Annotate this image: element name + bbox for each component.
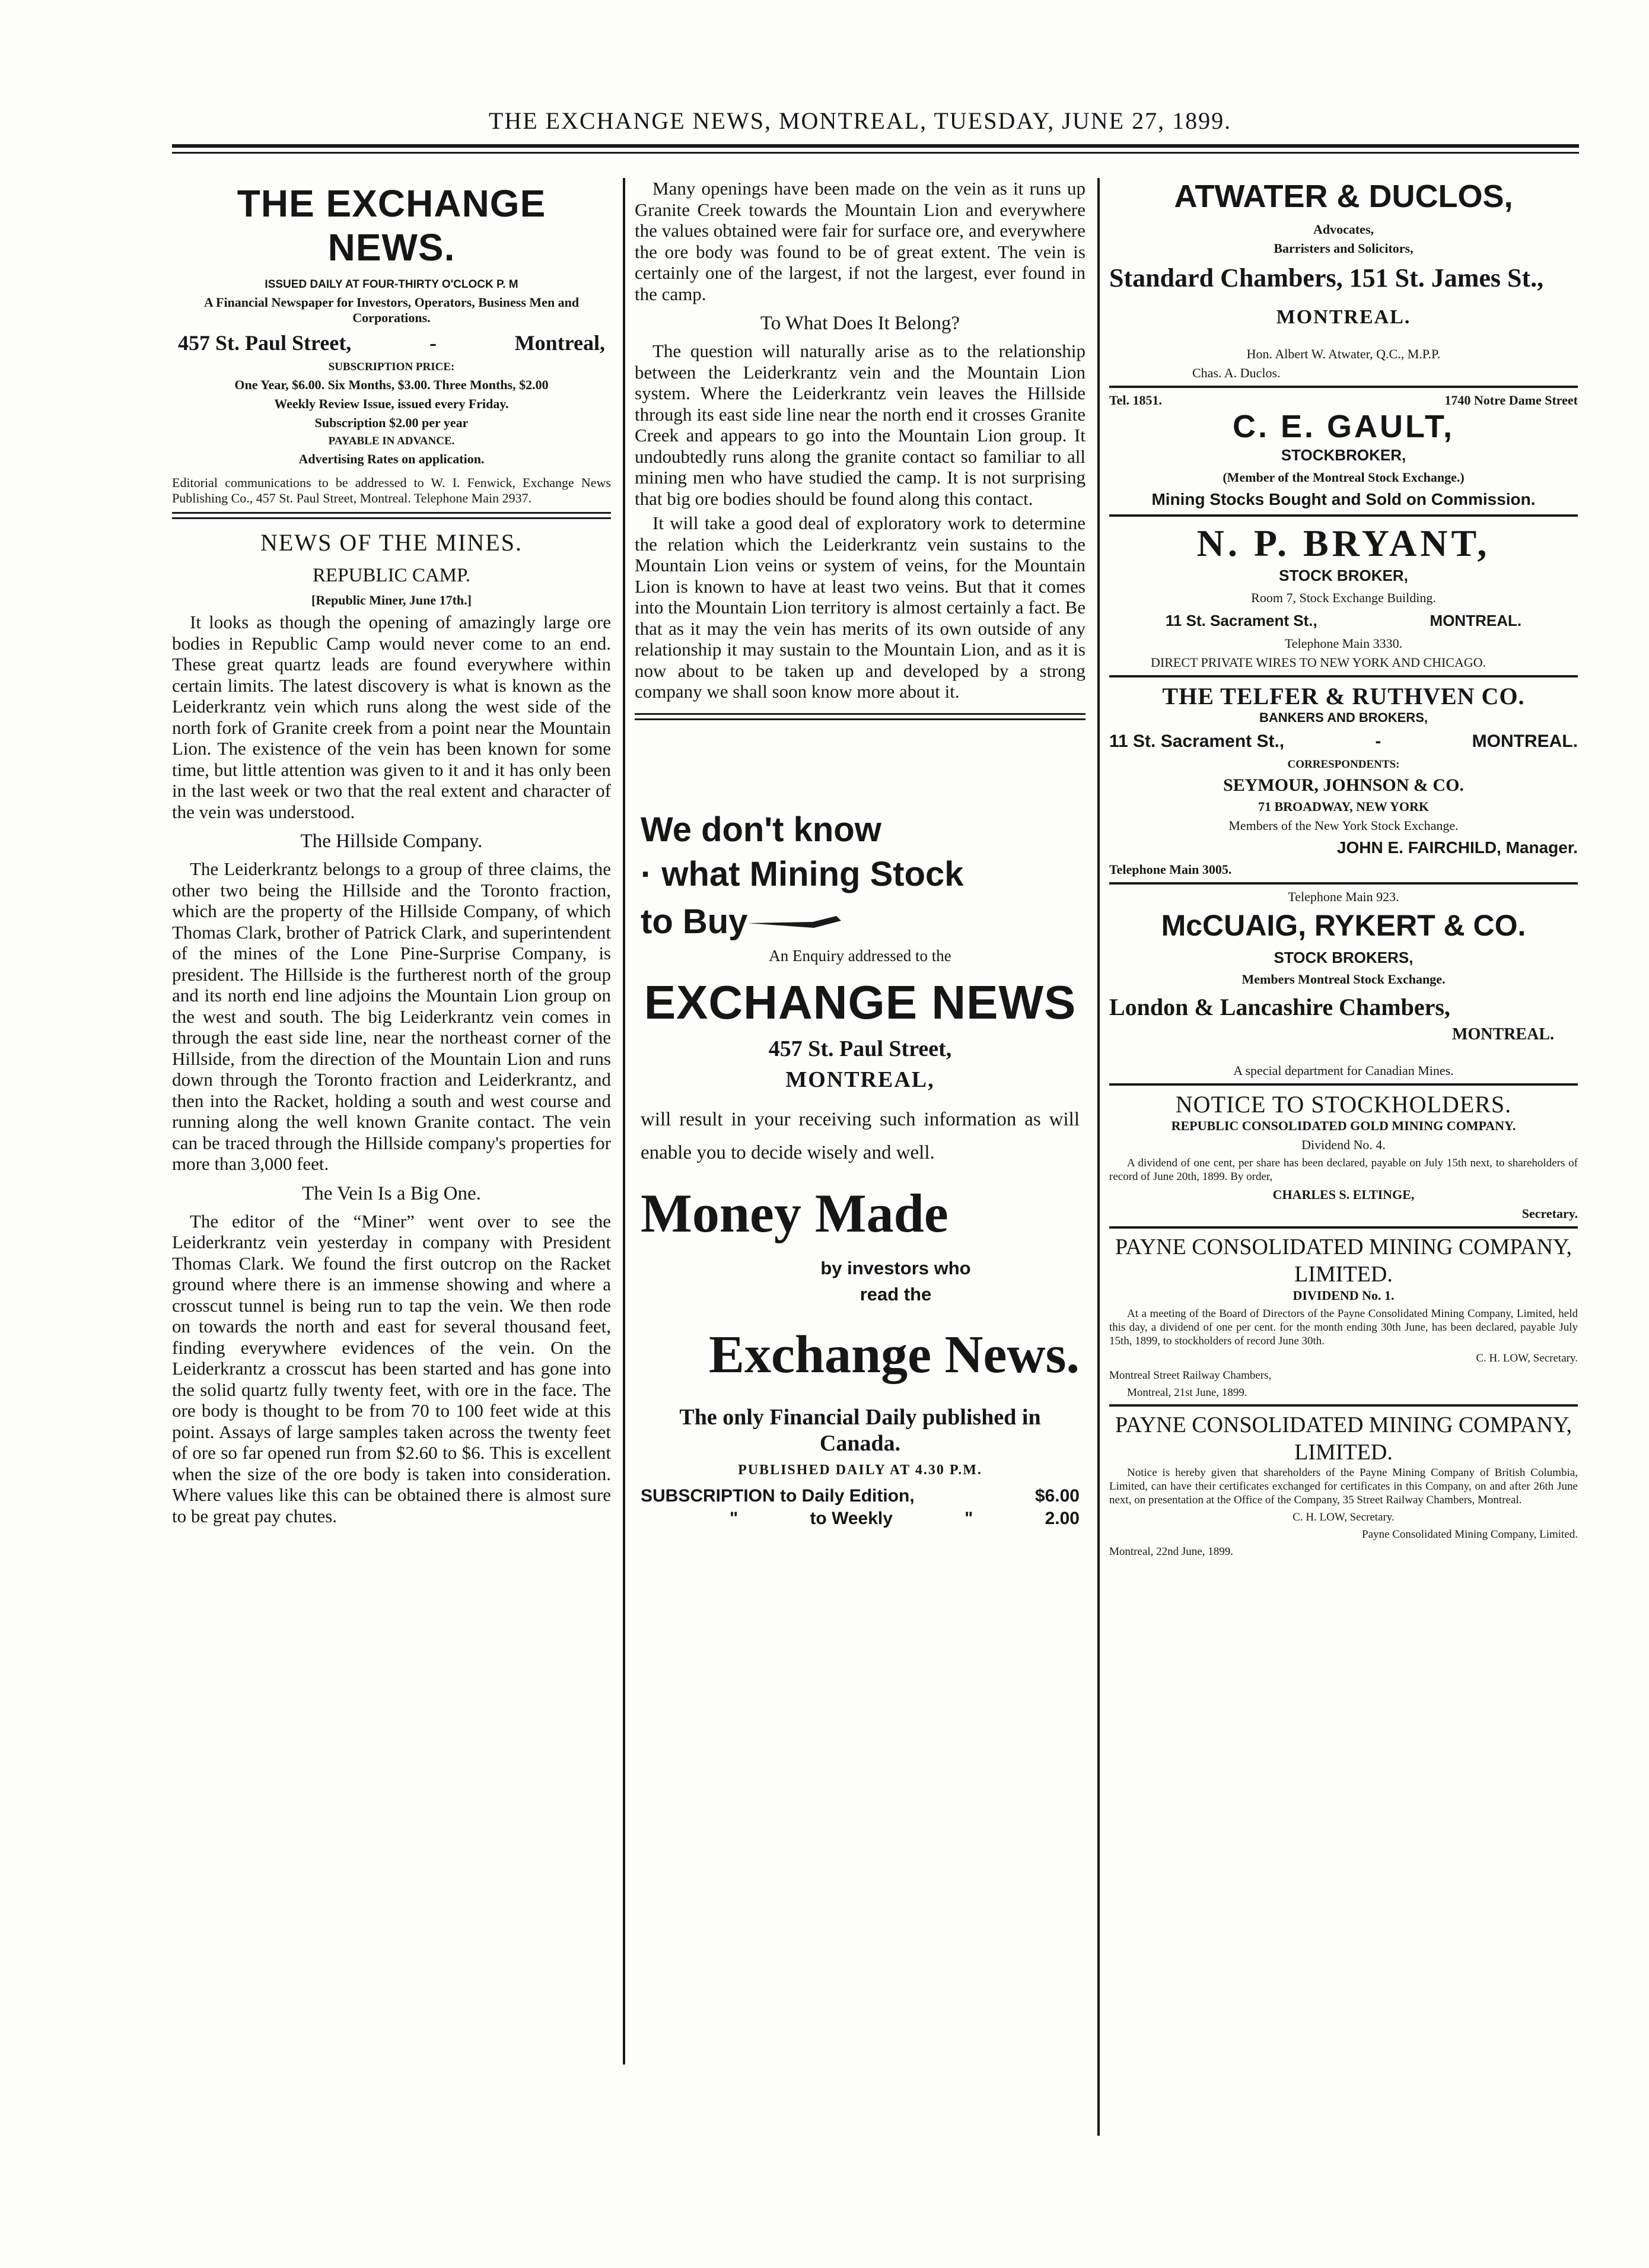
ad-sub-weekly-price: 2.00 <box>1045 1508 1080 1528</box>
payne-2-body: Notice is hereby given that shareholders of the Payne Mining Company of British Columbia, Limited, can have their certificates exchanged for certificates in this Company, on and after 26th June next, on presentation at the Office of the Company, 35 Street Railway Chambers, Montreal. <box>1109 1466 1578 1506</box>
subhead-vein: The Vein Is a Big One. <box>302 1182 481 1204</box>
telfer-manager: JOHN E. FAIRCHILD, Manager. <box>1336 838 1578 857</box>
divider <box>635 713 1085 720</box>
telfer-ruthven-ad <box>1109 682 1578 877</box>
atwater-address: Standard Chambers, 151 St. James St., <box>1109 263 1544 292</box>
divider <box>1109 1083 1578 1086</box>
gault-tel: Tel. 1851. <box>1109 393 1163 408</box>
column-3 <box>1109 178 1578 1562</box>
ad-line-3 <box>641 898 1080 946</box>
gault-ad <box>1109 393 1578 510</box>
divider <box>1109 386 1578 388</box>
paper-address <box>178 330 605 355</box>
notice-company: REPUBLIC CONSOLIDATED GOLD MINING COMPANY. <box>1171 1118 1516 1133</box>
telfer-role: BANKERS AND BROKERS, <box>1259 710 1428 725</box>
paper-name: THE EXCHANGE NEWS. <box>237 182 546 269</box>
divider <box>1109 514 1578 517</box>
ad-only-daily: The only Financial Daily published in Canada. <box>679 1405 1041 1456</box>
masthead-rule-bottom <box>172 152 1579 154</box>
subscription-price-label: SUBSCRIPTION PRICE: <box>328 361 455 373</box>
telfer-dash: - <box>1375 731 1381 751</box>
telfer-firm: SEYMOUR, JOHNSON & CO. <box>1223 775 1464 795</box>
mccuaig-city: MONTREAL. <box>1452 1025 1554 1044</box>
mccuaig-ad <box>1109 889 1578 1079</box>
atwater-role-1: Advocates, <box>1313 222 1374 237</box>
payable-in-advance: PAYABLE IN ADVANCE. <box>328 435 455 447</box>
payne-2-company: Payne Consolidated Mining Company, Limited. <box>1362 1528 1578 1541</box>
bryant-address-row <box>1109 612 1578 630</box>
notice-signer: CHARLES S. ELTINGE, <box>1272 1187 1415 1202</box>
notice-body: A dividend of one cent, per share has been declared, payable on July 15th next, to shareholders of record of June 20th, 1899. By order, <box>1109 1156 1578 1183</box>
ad-sub-weekly-label: to Weekly <box>810 1508 893 1528</box>
telfer-correspondents: CORRESPONDENTS: <box>1287 758 1400 771</box>
divider <box>1109 1404 1578 1407</box>
source-line: [Republic Miner, June 17th.] <box>311 593 472 607</box>
bryant-ad <box>1109 521 1578 670</box>
telfer-street: 71 BROADWAY, NEW YORK <box>1258 799 1430 814</box>
bryant-address: 11 St. Sacrament St., <box>1165 611 1317 629</box>
notice-dividend: Dividend No. 4. <box>1301 1137 1386 1152</box>
payne-1-date: Montreal, 21st June, 1899. <box>1127 1386 1247 1399</box>
ad-ditto-2: " <box>964 1508 973 1528</box>
gault-member: (Member of the Montreal Stock Exchange.) <box>1223 469 1465 485</box>
gault-name: C. E. GAULT, <box>1232 409 1454 444</box>
ad-ditto-1: " <box>730 1508 738 1528</box>
atwater-partner-2: Chas. A. Duclos. <box>1192 365 1281 380</box>
payne-1-place: Montreal Street Railway Chambers, <box>1109 1369 1272 1382</box>
payne-1-signer: C. H. LOW, Secretary. <box>1476 1351 1578 1364</box>
ad-read-the: read the <box>859 1284 932 1305</box>
notice-signer-role: Secretary. <box>1521 1205 1578 1221</box>
notice-title: NOTICE TO STOCKHOLDERS. <box>1175 1090 1512 1118</box>
ad-enquiry: An Enquiry addressed to the <box>769 946 951 965</box>
address-dash: - <box>429 331 437 355</box>
subscription-rates: One Year, $6.00. Six Months, $3.00. Three Months, $2.00 <box>234 377 549 392</box>
telfer-members: Members of the New York Stock Exchange. <box>1228 818 1459 833</box>
telfer-city: MONTREAL. <box>1472 731 1578 751</box>
notice-stockholders <box>1109 1090 1578 1222</box>
atwater-city: MONTREAL. <box>1276 306 1411 328</box>
section-title: NEWS OF THE MINES. <box>260 529 523 556</box>
payne-dividend-notice <box>1109 1233 1578 1399</box>
masthead-rule-top <box>172 144 1579 148</box>
bryant-city: MONTREAL. <box>1430 611 1522 629</box>
ad-by-investors: by investors who <box>820 1258 971 1278</box>
article-paragraph: It will take a good deal of exploratory work to determine the relation which the Leiderkrantz vein sustains to the Mountain Lion veins or system of veins, for the Mountain Lion is known to have at least two veins. But that it comes into the Mountain Lion territory is almost certainly a fact. Be that as it may the vein has merits of its own outside of any relationship it may sustain to the Mountain Lion, and as it is now about to be taken up and developed by a strong company we shall soon know more about it. <box>635 513 1085 702</box>
atwater-name: ATWATER & DUCLOS, <box>1174 179 1513 214</box>
payne-2-date: Montreal, 22nd June, 1899. <box>1109 1545 1233 1558</box>
ad-sub-daily-price: $6.00 <box>1034 1486 1080 1506</box>
mccuaig-members: Members Montreal Stock Exchange. <box>1241 972 1446 987</box>
mccuaig-special: A special department for Canadian Mines. <box>1233 1063 1454 1078</box>
ad-sub-label: SUBSCRIPTION to Daily Edition, <box>641 1486 915 1506</box>
telfer-address: 11 St. Sacrament St., <box>1109 731 1285 751</box>
ad-published: PUBLISHED DAILY AT 4.30 P.M. <box>738 1462 982 1478</box>
column-divider-1 <box>623 178 625 2065</box>
telfer-name: THE TELFER & RUTHVEN CO. <box>1162 682 1525 710</box>
ad-address: 457 St. Paul Street, <box>768 1036 952 1061</box>
issued-line: ISSUED DAILY AT FOUR-THIRTY O'CLOCK P. M <box>265 278 518 291</box>
payne-2-title: PAYNE CONSOLIDATED MINING COMPANY, LIMITED. <box>1115 1412 1572 1465</box>
weekly-review: Weekly Review Issue, issued every Friday. <box>274 396 509 411</box>
subhead-hillside: The Hillside Company. <box>300 831 483 852</box>
mccuaig-role: STOCK BROKERS, <box>1274 948 1414 966</box>
ad-line-1: We don't know <box>641 810 881 849</box>
editorial-note: Editorial communications to be addressed to W. I. Fenwick, Exchange News Publishing Co., 457 St. Paul Street, Montreal. Telephone Main 2937. <box>172 475 611 505</box>
ad-result: will result in your receiving such information as will enable you to decide wisely and well. <box>641 1109 1080 1163</box>
article-paragraph: The Leiderkrantz belongs to a group of three claims, the other two being the Hillside and the Toronto fraction, which are the property of the Hillside Company, of which Thomas Clark, brother of Patrick Clark, and superintendent of the mines of the Lone Pine-Surprise Company, is president. The Hillside is the furtherest north of the group and its north end line adjoins the Mountain Lion group on the west and south. The big Leiderkrantz vein comes in through the east side line, near the northeast corner of the Hillside, from the direction of the Mountain Lion and runs down through the Toronto fraction and Leiderkrantz, and then into the Racket, holding a south and west course and running along the well known Granite contact. The vein can be traced through the Hillside company's properties for more than 3,000 feet. <box>172 858 611 1174</box>
address-right: Montreal, <box>514 331 605 355</box>
pointing-hand-icon <box>747 910 842 934</box>
atwater-duclos-ad <box>1109 178 1578 381</box>
bryant-phone: Telephone Main 3330. <box>1284 635 1403 651</box>
bryant-name: N. P. BRYANT, <box>1196 522 1491 564</box>
gault-street: 1740 Notre Dame Street <box>1444 393 1578 408</box>
ad-city: MONTREAL, <box>785 1067 935 1092</box>
weekly-subscription: Subscription $2.00 per year <box>314 415 469 430</box>
bryant-room: Room 7, Stock Exchange Building. <box>1251 590 1436 605</box>
mccuaig-name: McCUAIG, RYKERT & CO. <box>1161 908 1526 942</box>
ad-paper-name: EXCHANGE NEWS <box>644 976 1077 1029</box>
gault-role: STOCKBROKER, <box>1281 446 1406 464</box>
divider <box>1109 675 1578 677</box>
payne-exchange-notice <box>1109 1411 1578 1558</box>
bryant-role: STOCK BROKER, <box>1279 567 1408 584</box>
ad-to-buy: to Buy <box>641 902 748 941</box>
camp-title: REPUBLIC CAMP. <box>313 565 470 586</box>
ad-subscription-daily <box>641 1485 1080 1507</box>
divider <box>1109 882 1578 885</box>
divider <box>172 512 611 519</box>
ad-subscription-weekly <box>641 1507 1080 1530</box>
ad-line-2: · what Mining Stock <box>641 854 964 893</box>
bryant-wires: DIRECT PRIVATE WIRES TO NEW YORK AND CHICAGO. <box>1151 654 1486 670</box>
payne-1-title: PAYNE CONSOLIDATED MINING COMPANY, LIMITED. <box>1115 1234 1572 1287</box>
column-divider-2 <box>1097 178 1100 2136</box>
atwater-role-2: Barristers and Solicitors, <box>1274 241 1414 256</box>
mccuaig-phone: Telephone Main 923. <box>1288 889 1399 904</box>
gault-service: Mining Stocks Bought and Sold on Commission. <box>1151 489 1536 508</box>
atwater-partner-1: Hon. Albert W. Atwater, Q.C., M.P.P. <box>1246 346 1441 361</box>
column-2 <box>635 178 1085 1530</box>
advertising-rates: Advertising Rates on application. <box>298 451 485 466</box>
gault-contact <box>1109 393 1578 408</box>
mccuaig-address: London & Lancashire Chambers, <box>1109 994 1450 1020</box>
payne-2-signer: C. H. LOW, Secretary. <box>1293 1510 1395 1523</box>
subhead-belong: To What Does It Belong? <box>760 313 960 334</box>
telfer-phone: Telephone Main 3005. <box>1109 861 1232 877</box>
tagline: A Financial Newspaper for Investors, Operators, Business Men and Corporations. <box>203 295 580 325</box>
ad-money-made: Money Made <box>641 1183 948 1243</box>
column-1 <box>172 178 611 1530</box>
address-left: 457 St. Paul Street, <box>178 331 352 355</box>
ad-exchange-news: Exchange News. <box>709 1325 1080 1384</box>
divider <box>1109 1226 1578 1229</box>
telfer-address-row <box>1109 731 1578 752</box>
exchange-news-ad <box>635 809 1085 1530</box>
article-paragraph: Many openings have been made on the vein as it runs up Granite Creek towards the Mountain Lion and everywhere the values obtained were fair for surface ore, and everywhere the ore body was found to be of great extent. The vein is certainly one of the largest, if not the largest, ever found in the camp. <box>635 178 1085 304</box>
payne-1-body: At a meeting of the Board of Directors of the Payne Consolidated Mining Company, Limited, held this day, a dividend of one per cent. for the month ending 30th June, has been declared, payable July 15th, 1899, to stockholders of record June 30th. <box>1109 1307 1578 1347</box>
masthead: THE EXCHANGE NEWS, MONTREAL, TUESDAY, JUNE 27, 1899. <box>488 107 1232 134</box>
payne-1-dividend: DIVIDEND No. 1. <box>1293 1287 1395 1303</box>
article-paragraph: The editor of the “Miner” went over to see the Leiderkrantz vein yesterday in company with President Thomas Clark. We found the first outcrop on the Racket ground where there is an immense showing and where a crosscut tunnel is being run to tap the vein. We then rode on towards the north and east for several thousand feet, finding everywhere evidences of the vein. On the Leiderkrantz a crosscut has been started and has gone into the solid quartz fully twenty feet, with ore in the face. The ore body is thought to be from 70 to 100 feet wide at this point. Assays of large samples taken across the twenty feet of ore so far opened run from $2.60 to $6. This is excellent when the size of the ore body is taken into consideration. Where values like this can be obtained there is almost sure to be great pay chutes. <box>172 1210 611 1526</box>
article-paragraph: The question will naturally arise as to the relationship between the Leiderkrantz vein and the Mountain Lion system. Where the Leiderkrantz vein leaves the Hillside through its east side line near the north end it crosses Granite Creek and appears to go into the Mountain Lion group. It undoubtedly runs along the granite contact so familiar to all mining men who have studied the camp. It is not surprising that big ore bodies should be found along this contact. <box>635 341 1085 509</box>
article-paragraph: It looks as though the opening of amazingly large ore bodies in Republic Camp would never come to an end. These great quartz leads are found everywhere within certain limits. The latest discovery is what is known as the Leiderkrantz vein which runs along the west side of the north fork of Granite creek from a point near the Mountain Lion. The existence of the vein has been known for some time, but little attention was given to it and it has only been in the last week or two that the real extent and character of the vein was understood. <box>172 612 611 822</box>
